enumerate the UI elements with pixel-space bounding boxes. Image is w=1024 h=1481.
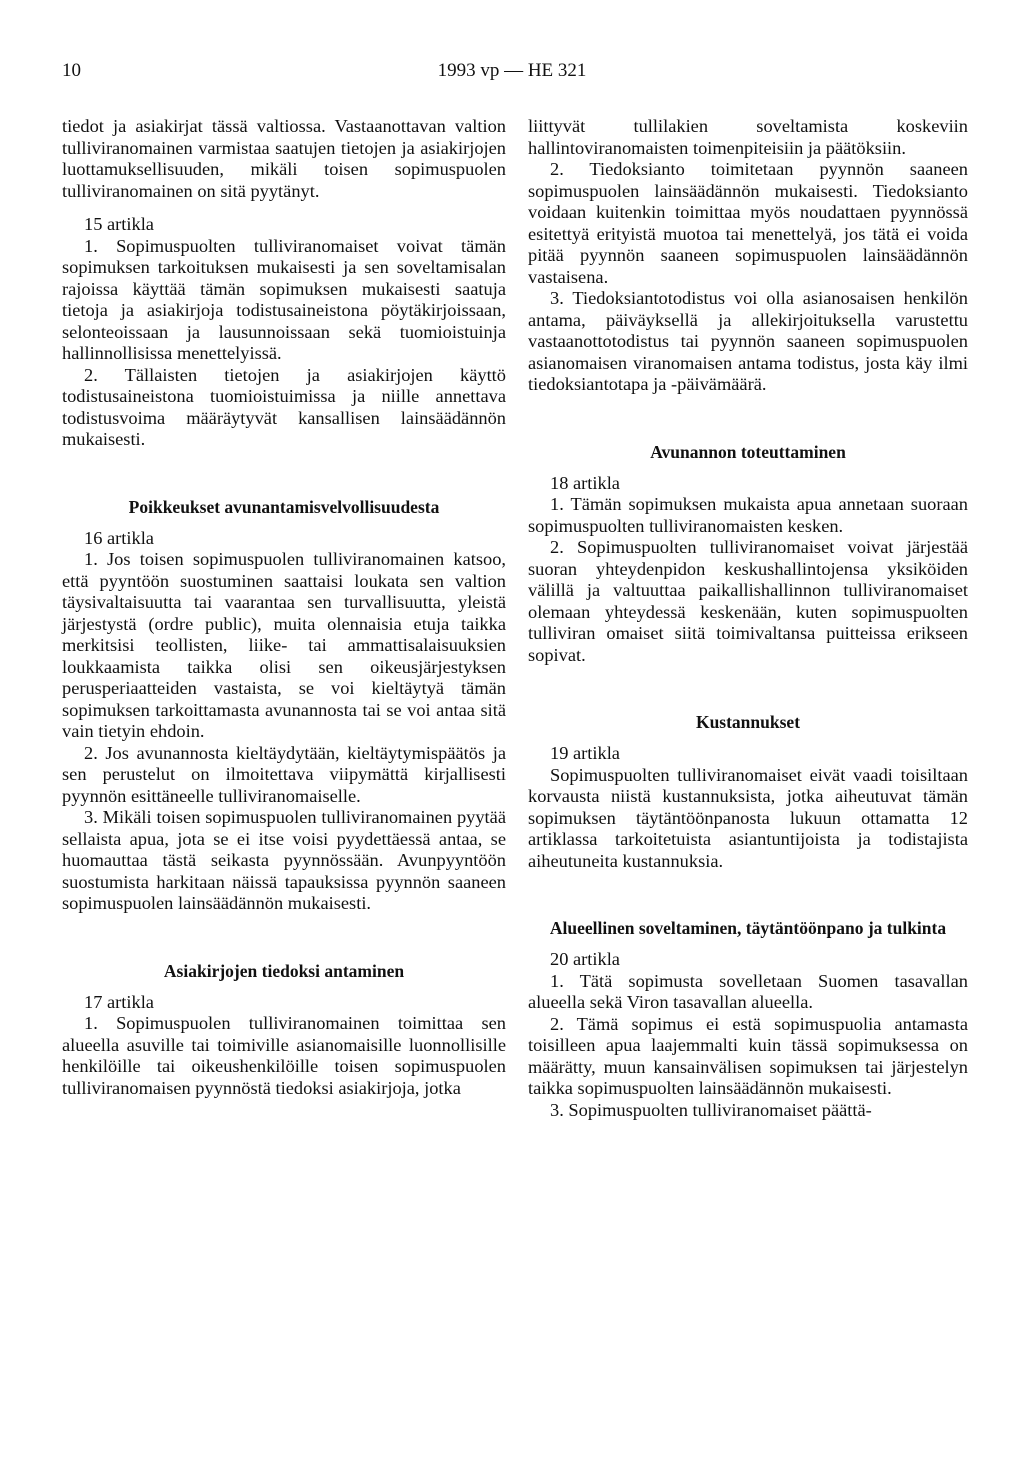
article-title: 16 artikla <box>84 527 154 548</box>
paragraph: 1. Tämän sopimuksen mukaista apua annetaan suoraan sopimuspuolten tulliviranomaisten kesken. <box>528 494 968 536</box>
paragraph: 2. Jos avunannosta kieltäydytään, kieltäytymispäätös ja sen perustelut on ilmoitettava viipymättä kirjallisesti pyynnön esittäneelle tulliviranomaiselle. <box>62 742 506 806</box>
section-heading: Poikkeukset avunantamisvelvollisuudesta <box>128 496 440 517</box>
section-heading: Avunannon toteuttaminen <box>650 441 846 462</box>
article-title: 20 artikla <box>550 949 620 969</box>
paragraph: 3. Sopimuspuolten tulliviranomaiset päättä- <box>550 1099 872 1120</box>
paragraph: 2. Tämä sopimus ei estä sopimuspuolia antamasta toisilleen apua laajemmalti kuin tässä sopimuksessa on määrätty, muun kansainvälisen sopimuksen tai järjestelyn taikka sopimuspuolten lainsäädännön mukaisesti. <box>528 1013 968 1098</box>
article-title: 17 artikla <box>84 991 154 1012</box>
paragraph: Sopimuspuolten tulliviranomaiset eivät vaadi toisiltaan korvausta niistä kustannuksista, jotka aiheutuvat tämän sopimuksen täytäntöönpanosta lukuun ottamatta 12 artiklassa tarkoitetuista asiantuntijoista ja todistajista aiheutuneita kustannuksia. <box>528 764 968 871</box>
page-header <box>0 60 1024 90</box>
paragraph: 1. Sopimuspuolten tulliviranomaiset voivat tämän sopimuksen tarkoituksen mukaisesti ja sen soveltamisalan rajoissa käyttää tämän sopimuksen mukaisesti saatuja tietoja ja asiakirjoja todistusaineistona pöytäkirjoissaan, selonteoissaan ja lausunnoissaan sekä tuomioistuinja hallinnollisissa menettelyissä. <box>62 235 506 363</box>
article-title: 15 artikla <box>84 214 154 234</box>
paragraph: 1. Sopimuspuolen tulliviranomainen toimittaa sen alueella asuville tai toimiville asianomaisille luonnollisille henkilöille tai oikeushenkilöille toisen sopimuspuolen tulliviranomaisen pyynnöstä tiedoksi asiakirjoja, jotka <box>62 1013 506 1098</box>
paragraph: 2. Sopimuspuolten tulliviranomaiset voivat järjestää suoran yhteydenpidon keskushallintojensa yksiköiden välillä ja valtuuttaa paikallishallinnon tulliviranomaiset olemaan yhteydessä keskenään, kuten sopimuspuolten tulliviran omaiset siitä toimivaltansa puitteissa erikseen sopivat. <box>528 537 968 665</box>
article-title: 19 artikla <box>550 743 620 763</box>
paragraph: 3. Tiedoksiantotodistus voi olla asianosaisen henkilön antama, päiväyksellä ja allekirjoituksella varustettu vastaanottotodistus tai pyynnön saaneen sopimuspuolen asianomaisen viranomaisen antama todistus, josta käy ilmi tiedoksiantotapa ja -päivämäärä. <box>528 288 968 394</box>
running-head: 1993 vp — HE 321 <box>437 60 587 81</box>
section-heading: Alueellinen soveltaminen, täytäntöönpano ja tulkinta <box>549 918 947 938</box>
article-title: 18 artikla <box>550 472 620 493</box>
left-column <box>62 116 506 1099</box>
page-number: 10 <box>62 60 81 81</box>
paragraph: 2. Tiedoksianto toimitetaan pyynnön saaneen sopimuspuolen lainsäädännön mukaisesti. Tiedoksianto voidaan kuitenkin toimittaa myös noudattaen pyynnössä esitettyä erityistä muotoa tai menettelyä, jos tätä ei voida pitää pyynnön saaneen sopimuspuolen lainsäädännön vastaisena. <box>528 159 968 287</box>
paragraph: 3. Mikäli toisen sopimuspuolen tulliviranomainen pyytää sellaista apua, jota se ei itse voisi pyydettäessä antaa, se huomauttaa tästä seikasta pyynnössään. Avunpyyntöön suostumista harkitaan näissä tapauksissa pyynnön saaneen sopimuspuolen lainsäädännön mukaisesti. <box>62 807 506 913</box>
paragraph: tiedot ja asiakirjat tässä valtiossa. Vastaanottavan valtion tulliviranomainen varmistaa saatujen tietojen ja asiakirjojen luottamuksellisuuden, mikäli toisen sopimuspuolen tulliviranomainen on sitä pyytänyt. <box>62 116 506 201</box>
section-heading: Asiakirjojen tiedoksi antaminen <box>163 960 405 981</box>
section-heading: Kustannukset <box>695 712 801 732</box>
paragraph: liittyvät tullilakien soveltamista koskeviin hallintoviranomaisten toimenpiteisiin ja päätöksiin. <box>528 116 968 158</box>
right-column <box>528 116 968 1121</box>
paragraph: 1. Tätä sopimusta sovelletaan Suomen tasavallan alueella sekä Viron tasavallan alueella. <box>528 970 968 1012</box>
paragraph: 2. Tällaisten tietojen ja asiakirjojen käyttö todistusaineistona tuomioistuimissa ja niille annettava todistusvoima määräytyvät kansallisen lainsäädännön mukaisesti. <box>62 364 506 449</box>
paragraph: 1. Jos toisen sopimuspuolen tulliviranomainen katsoo, että pyyntöön suostuminen saattaisi loukata sen valtion täysivaltaisuutta tai vaarantaa sen turvallisuutta, yleistä järjestystä (ordre public), muita olennaisia etuja taikka merkitsisi teollisten, liike- tai ammattisalaisuuksien loukkaamista taikka olisi sen oikeusjärjestyksen perusperiaatteiden vastaista, se voi kieltäytyä tämän sopimuksen tarkoittamasta avunannosta tai se voi antaa sitä vain tietyin ehdoin. <box>62 549 506 741</box>
